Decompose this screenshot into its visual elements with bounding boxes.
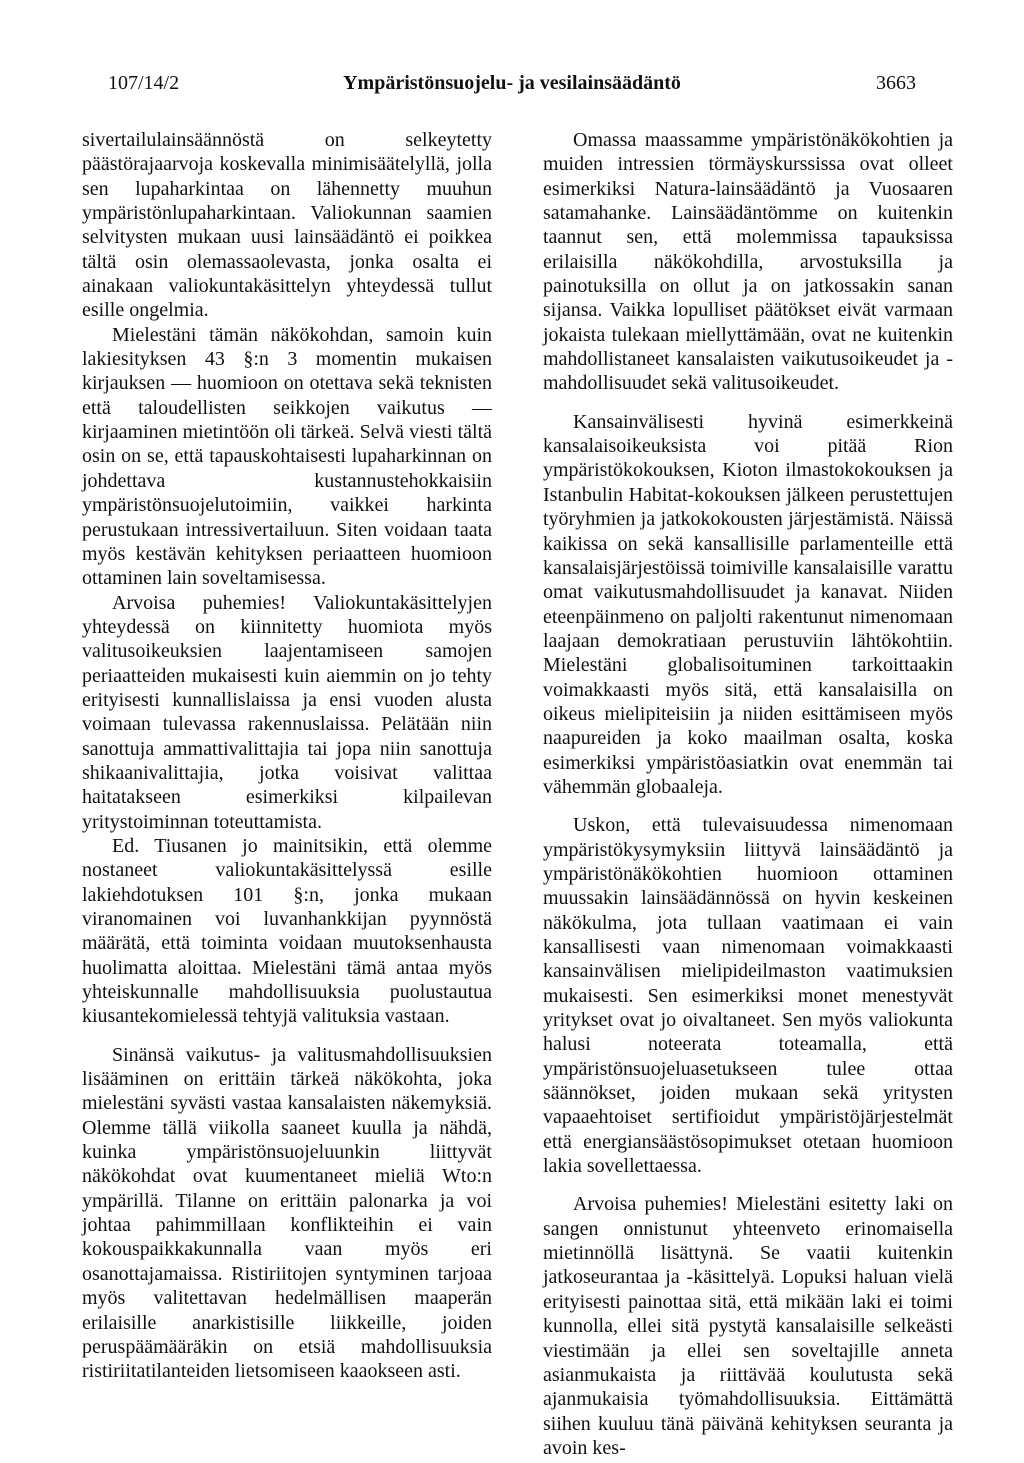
running-title: Ympäristönsuojelu- ja vesilainsäädäntö xyxy=(343,72,681,94)
page-header xyxy=(108,70,916,96)
paragraph: sivertailulainsäännöstä on selkeytetty päästörajaarvoja koskevalla minimisäätelyllä, jolla sen lupaharkintaa on lähennetty muuhun ympäristönlupaharkintaan. Valiokunnan saamien selvitysten mukaan uusi lainsäädäntö ei poikkea tältä osin olemassaolevasta, jonka osalta ei ainakaan valiokuntakäsittelyn yhteydessä tullut esille ongelmia. xyxy=(82,129,492,322)
paragraph: Omassa maassamme ympäristönäkökohtien ja muiden intressien törmäyskurssissa ovat olleet esimerkiksi Natura-lainsäädäntö ja Vuosaaren satamahanke. Lainsäädäntömme on kuitenkin taannut sen, että molemmissa tapauksissa erilaisilla näkökohdilla, arvostuksilla ja painotuksilla on ollut ja on jatkossakin sanan sijansa. Vaikka lopulliset päätökset eivät varmaan jokaista tulekaan miellyttämään, ovat ne kuitenkin mahdollistaneet kansalaisten vaikutusoikeudet ja -mahdollisuudet sekä valitusoikeudet. xyxy=(543,129,953,395)
paragraph: Mielestäni tämän näkökohdan, samoin kuin lakiesityksen 43 §:n 3 momentin mukaisen kirjauksen — huomioon on otettava sekä teknisten että taloudellisten seikkojen vaikutus — kirjaaminen mietintöön oli tärkeä. Selvä viesti tältä osin on se, että tapauskohtaisesti lupaharkinnan on johdettava kustannustehokkaisiin ympäristönsuojelutoimiin, vaikkei harkinta perustukaan intressivertailuun. Siten voidaan taata myös kestävän kehityksen periaatteen huomioon ottaminen lain soveltamisessa. xyxy=(82,323,492,590)
paragraph: Ed. Tiusanen jo mainitsikin, että olemme nostaneet valiokuntakäsittelyssä esille lakiehdotuksen 101 §:n, jonka mukaan viranomainen voi luvanhankkijan pyynnöstä määrätä, että toiminta voidaan muutoksenhausta huolimatta aloittaa. Mielestäni tämä antaa myös yhteiskunnalle mahdollisuuksia puolustautua kiusantekomielessä tehtyjä valituksia vastaan. xyxy=(82,834,492,1028)
left-column xyxy=(82,128,492,1384)
paragraph: Uskon, että tulevaisuudessa nimenomaan ympäristökysymyksiin liittyvä lainsäädäntö ja ympäristönäkökohtien huomioon ottaminen muussakin lainsäädännössä on hyvin keskeinen näkökulma, jota tullaan vaatimaan ei vain kansallisesti vaan nimenomaan voimakkaasti kansainvälisen mielipideilmaston vaatimuksien mukaisesti. Sen esimerkiksi monet menestyvät yritykset ovat jo oivaltaneet. Sen myös valiokunta halusi noteerata toteamalla, että ympäristönsuojeluasetukseen tulee ottaa säännökset, joiden mukaan sekä yritysten vapaaehtoiset sertifioidut ympäristöjärjestelmät että energiansäästösopimukset otetaan huomioon lakia sovellettaessa. xyxy=(543,814,953,1178)
page-reference: 107/14/2 xyxy=(108,72,180,94)
paragraph: Arvoisa puhemies! Valiokuntakäsittelyjen yhteydessä on kiinnitetty huomiota myös valitusoikeuksien laajentamiseen samojen periaatteiden mukaisesti kuin aiemmin on jo tehty erityisesti kunnallislaissa ja ensi vuoden alusta voimaan tulevassa rakennuslaissa. Pelätään niin sanottuja ammattivalittajia tai jopa niin sanottuja shikaanivalittajia, jotka voisivat valittaa haitatakseen esimerkiksi kilpailevan yritystoiminnan toteuttamista. xyxy=(82,591,492,833)
paragraph: Arvoisa puhemies! Mielestäni esitetty laki on sangen onnistunut yhteenveto erinomaisella mietinnöllä lisättynä. Se vaatii kuitenkin jatkoseurantaa ja -käsittelyä. Lopuksi haluan vielä erityisesti painottaa sitä, että mikään laki ei toimi kunnolla, ellei sitä pystytä kansalaisille selkeästi viestimään ja ellei sen soveltajille anneta asianmukaista ja riittävää koulutusta sekä ajanmukaisia työmahdollisuuksia. Eittämättä siihen kuuluu tänä päivänä kehityksen seuranta ja avoin kes- xyxy=(543,1193,953,1459)
paragraph: Sinänsä vaikutus- ja valitusmahdollisuuksien lisääminen on erittäin tärkeä näkökohta, joka mielestäni syvästi vastaa kansalaisten näkemyksiä. Olemme tällä viikolla saaneet kuulla ja nähdä, kuinka ympäristönsuojeluunkin liittyvät näkökohdat ovat kuumentaneet mieliä Wto:n ympärillä. Tilanne on erittäin palonarka ja voi johtaa pahimmillaan konflikteihin ei vain kokouspaikkakunnalla vaan myös eri osanottajamaissa. Ristiriitojen syntyminen tarjoaa myös valitettavan hedelmällisen maaperän erilaisille anarkistisille liikkeille, joiden peruspäämääräkin on etsiä mahdollisuuksia ristiriitatilanteiden lietsomiseen kaaokseen asti. xyxy=(82,1043,492,1383)
paragraph: Kansainvälisesti hyvinä esimerkkeinä kansalaisoikeuksista voi pitää Rion ympäristökokouksen, Kioton ilmastokokouksen ja Istanbulin Habitat-kokouksen jälkeen perustettujen työryhmien ja jatkokokousten järjestämistä. Näissä kaikissa on sekä kansallisille parlamenteille että kansalaisjärjestöissä toimiville kansalaisille varattu omat vaikutusmahdollisuudet ja kanavat. Niiden eteenpäinmeno on paljolti rakentunut nimenomaan laajaan demokratiaan perustuviin lähtökohtiin. Mielestäni globalisoituminen tarkoittaakin voimakkaasti myös sitä, että kansalaisilla on oikeus mielipiteisiin ja niiden esittämiseen myös naapureiden ja koko maailman osalta, koska esimerkiksi ympäristöasiatkin ovat enemmän tai vähemmän globaaleja. xyxy=(543,410,953,798)
right-column xyxy=(543,128,953,1460)
page-number: 3663 xyxy=(876,72,916,94)
